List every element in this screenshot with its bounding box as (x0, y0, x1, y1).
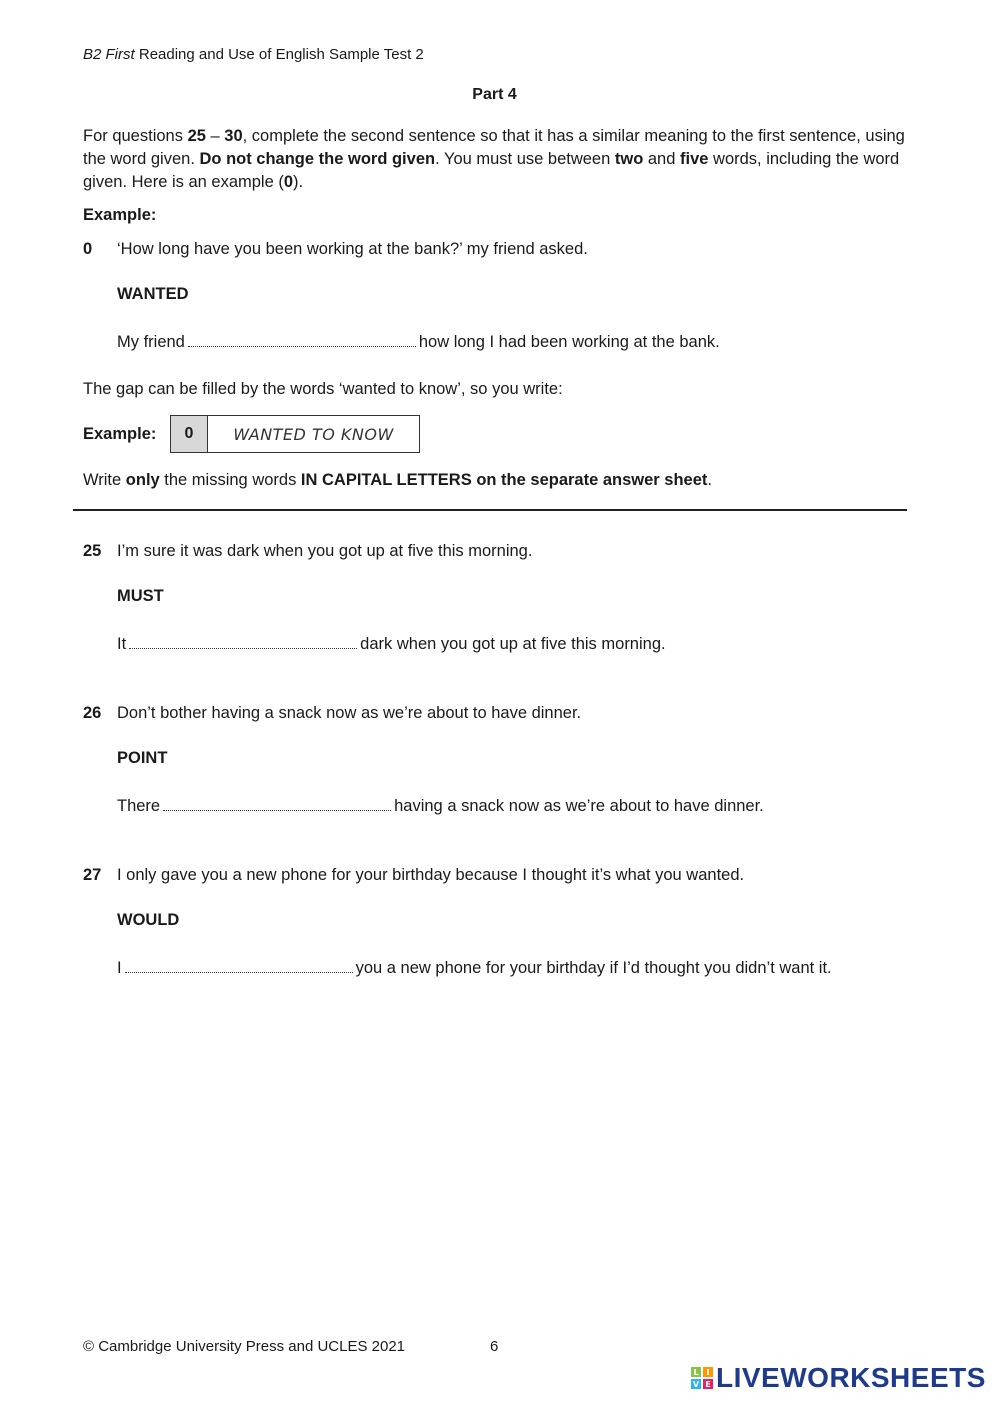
header-title-rest: Reading and Use of English Sample Test 2 (134, 46, 424, 63)
footer-copyright: © Cambridge University Press and UCLES 2021 (83, 1338, 406, 1355)
note-text: Write (83, 471, 126, 489)
instr-text: . You must use between (435, 150, 615, 168)
gap-after: having a snack now as we’re about to have dinner. (394, 797, 764, 815)
logo-tile: V (692, 1379, 700, 1389)
question-number: 26 (83, 704, 102, 722)
liveworksheets-logo[interactable] (691, 1362, 986, 1394)
logo-tile: I (703, 1367, 713, 1377)
answer-example-number: 0 (171, 416, 208, 452)
instr-bold: Do not change the word given (199, 150, 436, 168)
question-sentence: Don’t bother having a snack now as we’re about to have dinner. (117, 704, 582, 722)
instr-dash: – (205, 127, 225, 145)
instr-five: five (680, 150, 709, 168)
example-keyword: WANTED (117, 285, 189, 303)
gap-note: The gap can be filled by the words ‘wanted to know’, so you write: (83, 380, 563, 398)
answer-example-label: Example: (83, 425, 157, 443)
logo-tile: E (703, 1379, 713, 1389)
instr-text: , complete the second sentence so that it has a similar meaning to the first sentence, using the word given. (83, 127, 905, 168)
question-sentence: I only gave you a new phone for your birthday because I thought it’s what you wanted. (117, 866, 745, 884)
instr-two: two (614, 150, 644, 168)
question-gap-sentence (117, 635, 666, 654)
write-note (83, 471, 712, 490)
logo-icon (691, 1367, 713, 1389)
example-label: Example: (83, 206, 157, 224)
instr-zero: 0 (283, 173, 294, 191)
question-keyword: MUST (117, 587, 164, 605)
page-header (83, 46, 424, 63)
gap-after: dark when you got up at five this morning. (360, 635, 666, 653)
instr-text: words, including the word given. Here is an example ( (83, 150, 900, 191)
note-bold: only (125, 471, 160, 489)
instr-text: ). (293, 173, 304, 191)
header-title-italic: B2 First (83, 46, 135, 63)
question-gap-sentence (117, 959, 832, 978)
question-number: 25 (83, 542, 102, 560)
answer-example-box (170, 415, 420, 453)
logo-tile: L (691, 1367, 701, 1377)
note-text: . (707, 471, 712, 489)
question-number: 27 (83, 866, 102, 884)
note-text: the missing words (159, 471, 301, 489)
gap-after: how long I had been working at the bank. (418, 333, 720, 351)
gap-after: you a new phone for your birthday if I’d thought you didn’t want it. (355, 959, 832, 977)
gap-before: My friend (117, 333, 185, 351)
example-gap-sentence (117, 333, 720, 352)
answer-gap[interactable] (163, 806, 391, 811)
question-gap-sentence (117, 797, 764, 816)
answer-example-text: WANTED TO KNOW (233, 424, 394, 444)
instr-text: For questions (83, 127, 188, 145)
answer-gap[interactable] (129, 644, 357, 649)
gap-before: There (117, 797, 161, 815)
gap-before: It (117, 635, 127, 653)
instr-q-to: 30 (224, 127, 243, 145)
note-bold: IN CAPITAL LETTERS on the separate answer sheet (300, 471, 708, 489)
instr-text: and (643, 150, 680, 168)
instructions (83, 125, 913, 194)
page-number: 6 (490, 1338, 499, 1355)
instr-q-from: 25 (187, 127, 206, 145)
question-keyword: WOULD (117, 911, 180, 929)
question-keyword: POINT (117, 749, 168, 767)
answer-gap[interactable] (125, 968, 353, 973)
example-number: 0 (83, 240, 93, 258)
logo-text: LIVEWORKSHEETS (716, 1362, 986, 1393)
part-title: Part 4 (472, 86, 517, 103)
section-divider (73, 509, 907, 511)
gap-before: I (117, 959, 122, 977)
example-sentence: ‘How long have you been working at the bank?’ my friend asked. (117, 240, 588, 258)
question-sentence: I’m sure it was dark when you got up at five this morning. (117, 542, 533, 560)
answer-gap (188, 342, 416, 347)
